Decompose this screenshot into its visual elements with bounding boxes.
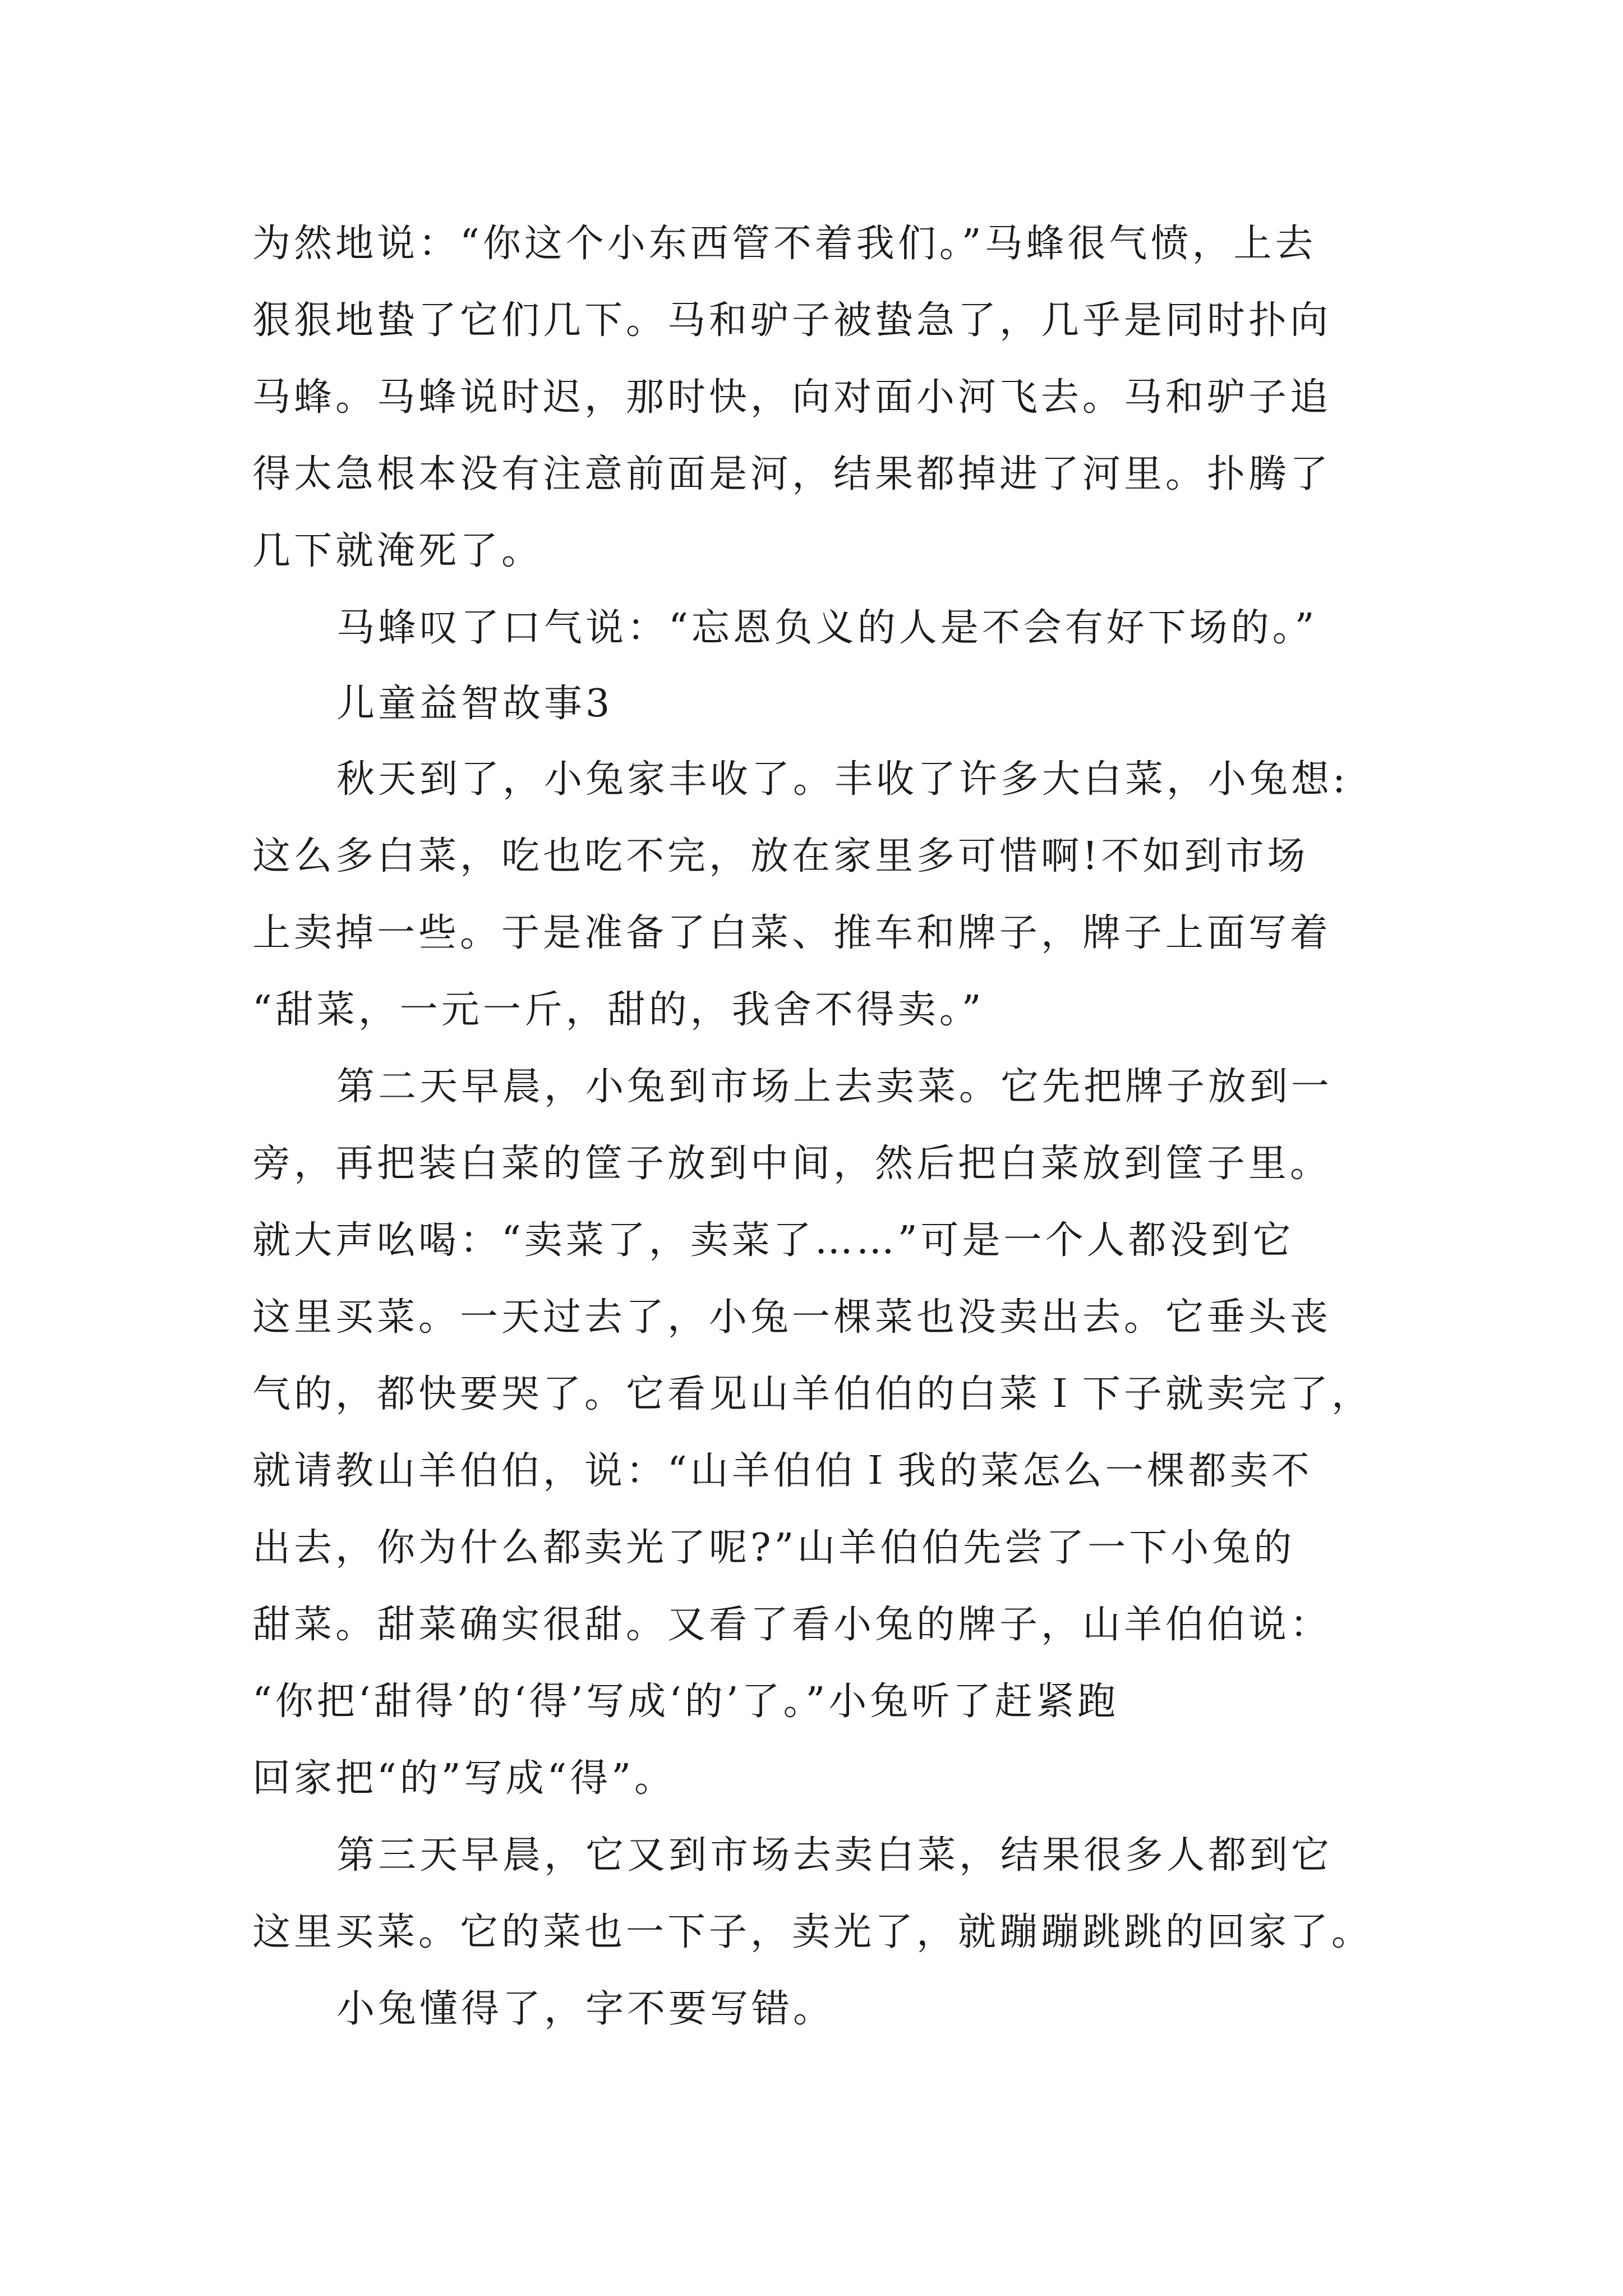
text-line: 上卖掉一些。于是准备了白菜、推车和牌子，牌子上面写着 xyxy=(252,911,1332,955)
text-line: 出去，你为什么都卖光了呢?”山羊伯伯先尝了一下小兔的 xyxy=(252,1526,1295,1570)
text-line: 得太急根本没有注意前面是河，结果都掉进了河里。扑腾了 xyxy=(252,452,1332,496)
text-line: 狠狠地蛰了它们几下。马和驴子被蛰急了，几乎是同时扑向 xyxy=(252,298,1332,343)
text-line: 甜菜。甜菜确实很甜。又看了看小兔的牌子，山羊伯伯说： xyxy=(252,1603,1332,1647)
text-line: 这里买菜。一天过去了，小兔一棵菜也没卖出去。它垂头丧 xyxy=(252,1295,1332,1340)
text-line: 为然地说：“你这个小东西管不着我们。”马蜂很气愤，上去 xyxy=(252,222,1317,266)
text-line: 回家把“的”写成“得”。 xyxy=(252,1756,676,1801)
text-line: 第二天早晨，小兔到市场上去卖菜。它先把牌子放到一 xyxy=(336,1065,1333,1109)
text-line: 气的，都快要哭了。它看见山羊伯伯的白菜Ｉ下子就卖完了， xyxy=(252,1372,1373,1416)
text-line: 马蜂。马蜂说时迟，那时快，向对面小河飞去。马和驴子追 xyxy=(252,375,1332,420)
text-line: “你把‘甜得’的‘得’写成‘的’了。”小兔听了赶紧跑 xyxy=(252,1680,1119,1724)
text-line: 就请教山羊伯伯，说：“山羊伯伯Ｉ我的菜怎么一棵都卖不 xyxy=(252,1449,1313,1493)
text-line: 马蜂叹了口气说：“忘恩负义的人是不会有好下场的。” xyxy=(336,606,1318,650)
text-line: 这么多白菜，吃也吃不完，放在家里多可惜啊!不如到市场 xyxy=(252,834,1309,878)
text-line: 几下就淹死了。 xyxy=(252,529,543,573)
text-line: 小兔懂得了，字不要写错。 xyxy=(336,1987,835,2031)
text-line: “甜菜，一元一斤，甜的，我舍不得卖。” xyxy=(252,988,985,1032)
text-line: 这里买菜。它的菜也一下子，卖光了，就蹦蹦跳跳的回家了。 xyxy=(252,1910,1373,1954)
text-line: 秋天到了，小兔家丰收了。丰收了许多大白菜，小兔想: xyxy=(336,757,1349,802)
text-line: 旁，再把装白菜的筐子放到中间，然后把白菜放到筐子里。 xyxy=(252,1142,1332,1186)
text-line: 第三天早晨，它又到市场去卖白菜，结果很多人都到它 xyxy=(336,1833,1333,1878)
text-line: 就大声吆喝：“卖菜了，卖菜了……”可是一个人都没到它 xyxy=(252,1218,1294,1263)
section-heading: 儿童益智故事3 xyxy=(336,682,614,726)
